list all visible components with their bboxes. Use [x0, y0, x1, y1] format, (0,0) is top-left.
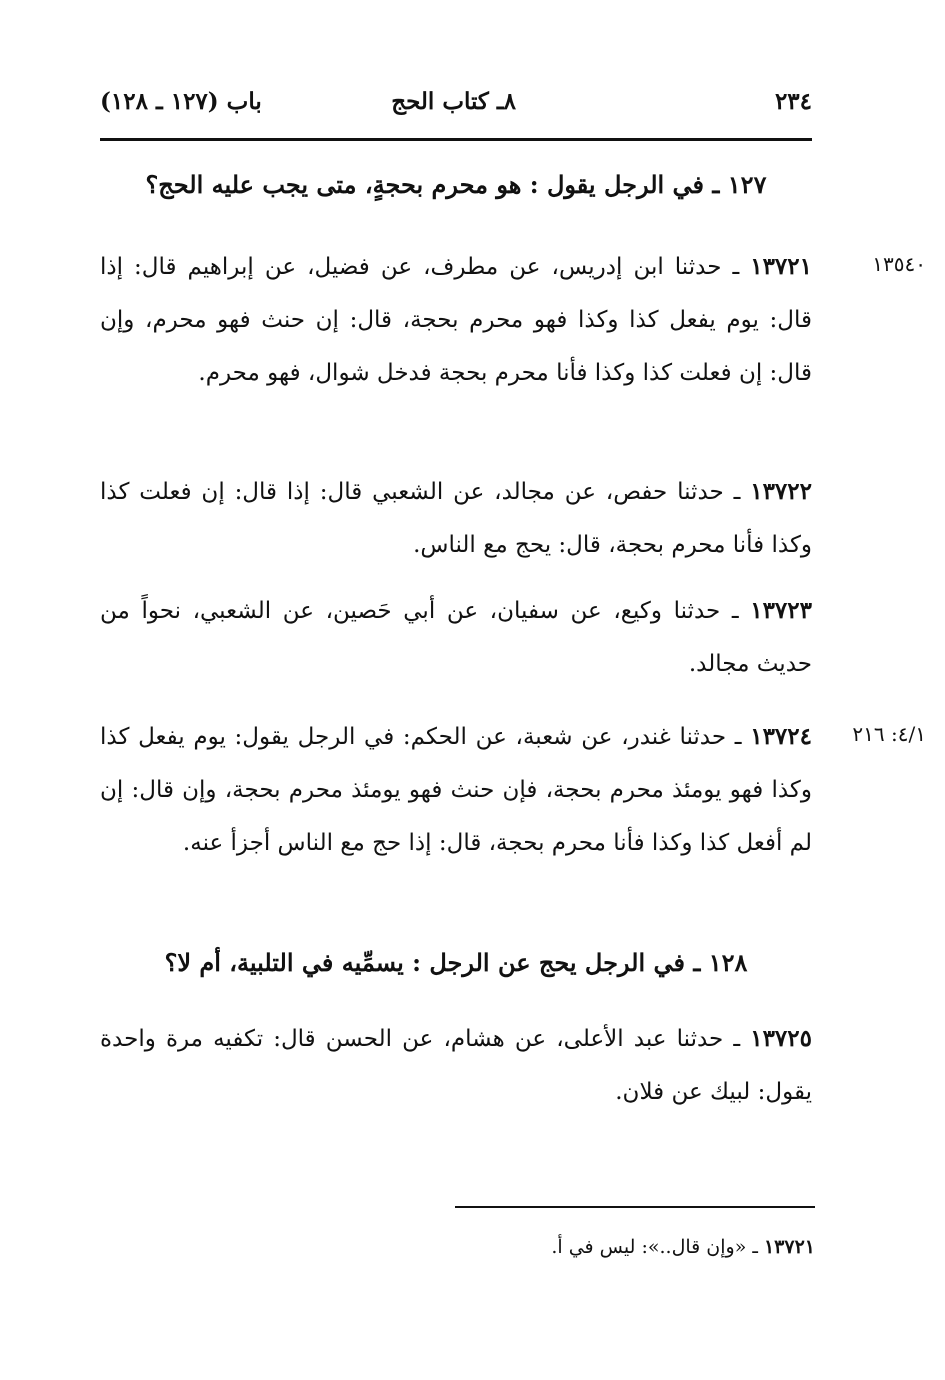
page-header: [100, 82, 812, 132]
hadith-text: ـ حدثنا وكيع، عن سفيان، عن أبي حَصين، عن الشعبي، نحواً من حديث مجالد.: [100, 598, 812, 677]
hadith-number: ١٣٧٢٥: [750, 1025, 812, 1052]
margin-reference: ٤/١: ٢١٦: [852, 722, 926, 746]
hadith-text: ـ حدثنا ابن إدريس، عن مطرف، عن فضيل، عن إبراهيم قال: إذا قال: يوم يفعل كذا وكذا فهو محرم بحجة، قال: إن حنث فهو محرم، وإن قال: إن فعلت كذا وكذا فأنا محرم بحجة فدخل شوال، فهو محرم.: [100, 254, 812, 386]
page-number: ٢٣٤: [774, 88, 812, 115]
hadith-13723: [100, 584, 812, 691]
hadith-13722: [100, 465, 812, 572]
hadith-13725: [100, 1012, 812, 1119]
hadith-text: ـ حدثنا غندر، عن شعبة، عن الحكم: في الرجل يقول: يوم يفعل كذا وكذا فهو يومئذ محرم بحجة، فإن حنث فهو يومئذ محرم بحجة، وإن قال: إن لم أفعل كذا وكذا فأنا محرم بحجة، قال: إذا حج مع الناس أجزأ عنه.: [100, 724, 812, 856]
hadith-13721: [100, 240, 812, 400]
hadith-text: ـ حدثنا حفص، عن مجالد، عن الشعبي قال: إذا قال: إن فعلت كذا وكذا فأنا محرم بحجة، قال: يحج مع الناس.: [100, 479, 812, 558]
footnote-text: ـ «وإن قال..»: ليس في أ.: [551, 1236, 764, 1258]
hadith-13724: [100, 710, 812, 870]
hadith-number: ١٣٧٢١: [750, 253, 812, 280]
chapter-title-128: ١٢٨ ـ في الرجل يحج عن الرجل : يسمِّيه في التلبية، أم لا؟: [164, 948, 748, 977]
hadith-number: ١٣٧٢٤: [750, 723, 812, 750]
margin-reference: ١٣٥٤٠: [872, 252, 926, 276]
book-title: ٨ـ كتاب الحج: [391, 88, 516, 115]
footnote-number: ١٣٧٢١: [763, 1236, 815, 1258]
chapter-range: باب (١٢٧ ـ ١٢٨): [100, 88, 262, 115]
hadith-text: ـ حدثنا عبد الأعلى، عن هشام، عن الحسن قال: تكفيه مرة واحدة يقول: لبيك عن فلان.: [100, 1026, 812, 1105]
footnote: [455, 1236, 815, 1258]
header-divider: [100, 138, 812, 141]
hadith-number: ١٣٧٢٢: [750, 478, 812, 505]
hadith-number: ١٣٧٢٣: [750, 597, 812, 624]
chapter-title-127: ١٢٧ ـ في الرجل يقول : هو محرم بحجةٍ، متى يجب عليه الحج؟: [145, 170, 767, 199]
footnote-divider: [455, 1206, 815, 1208]
